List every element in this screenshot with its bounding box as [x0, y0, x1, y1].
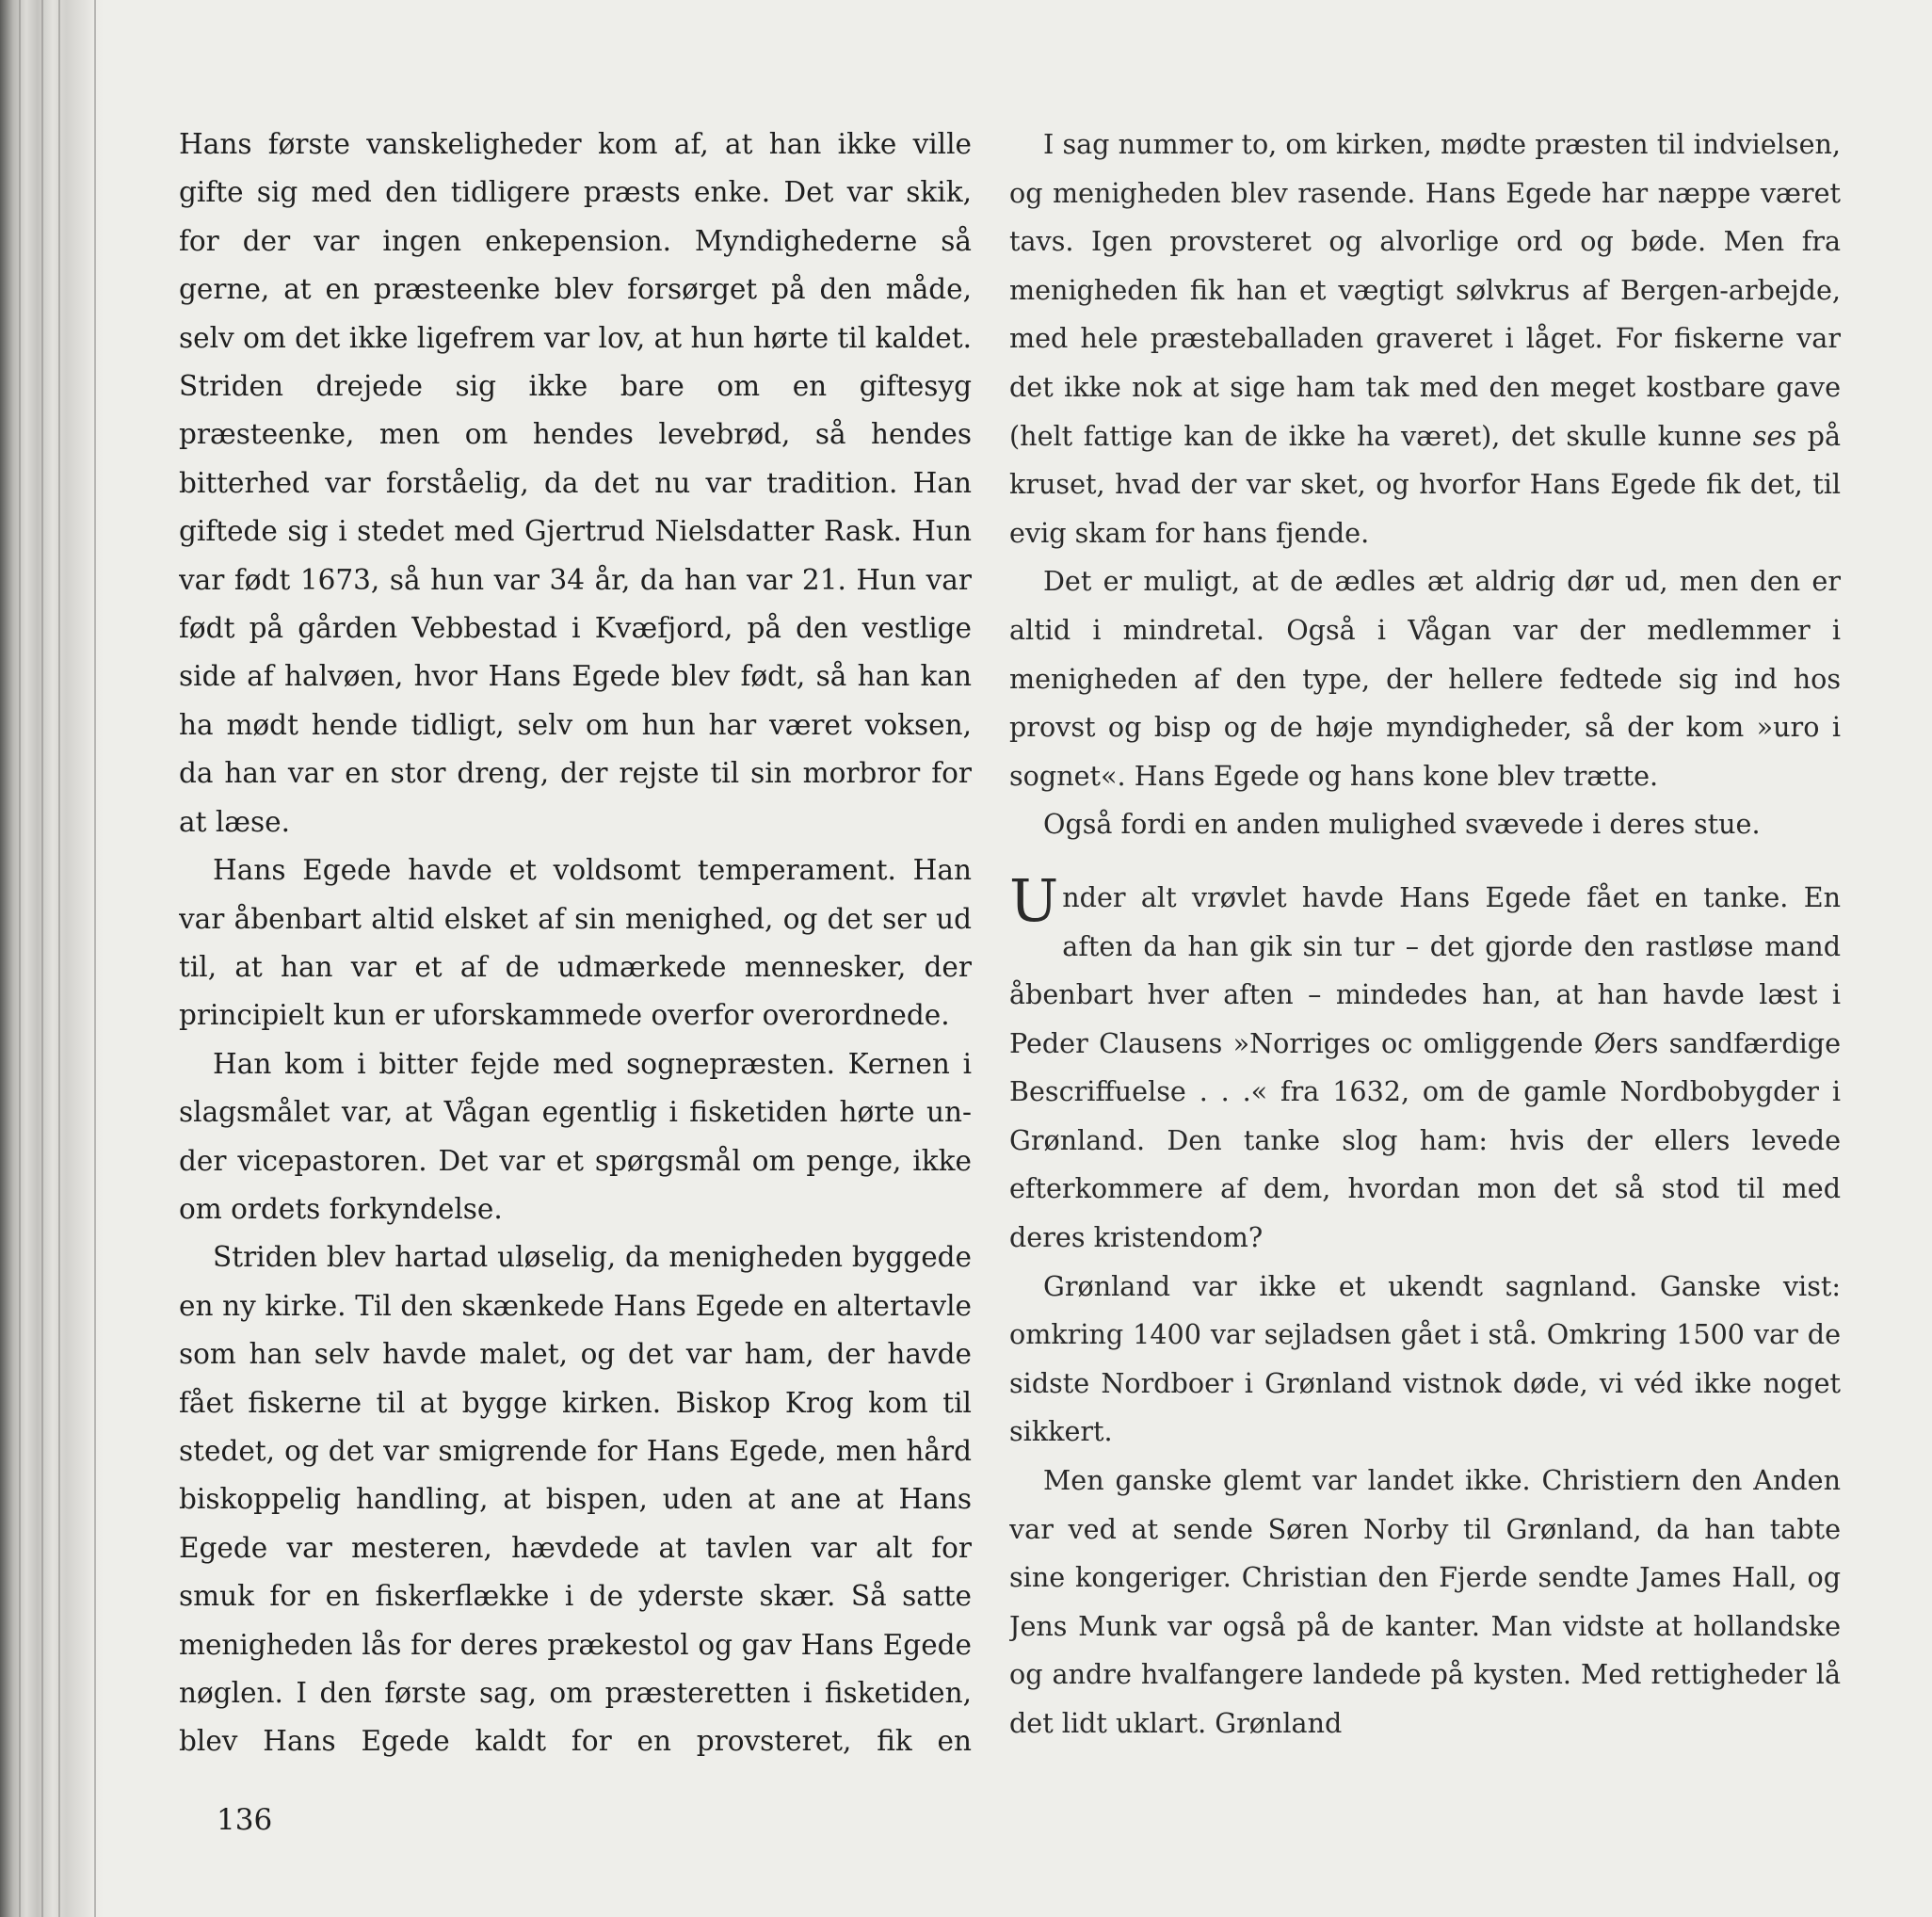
- paragraph: Det er muligt, at de ædles æt aldrig dør ud, men den er altid i mindretal. Også i Vågan var der medlemmer i menigheden af den type, der hellere fedtede sig ind hos provst og bisp og de høje myndigheder, så der kom »uro i sognet«. Hans Egede og hans kone blev trætte.: [1009, 565, 1841, 792]
- section-opening-paragraph: [1009, 865, 1841, 1263]
- page-edge-line: [19, 0, 21, 1917]
- paragraph: Grønland var ikke et ukendt sagnland. Ganske vist: omkring 1400 var sejladsen gået i stå. Omkring 1500 var de sidste Nordboer i Grønland vistnok døde, vi véd ikke noget sikkert.: [1009, 1269, 1841, 1448]
- paragraph-text: på kruset, hvad der var sket, og hvorfor Hans Egede fik det, til evig skam for hans fjende.: [1009, 419, 1841, 549]
- paragraph: Hans Egede havde et voldsomt temperament. Han var åbenbart altid elsket af sin menighed, og det ser ud til, at han var et af de udmærkede mennesker, der principielt kun er uforskammede overfor overordnede.: [179, 854, 972, 1032]
- right-text-column: [1009, 121, 1841, 1759]
- paragraph: Hans første vanskeligheder kom af, at han ikke ville gifte sig med den tidligere præsts enke. Det var skik, for der var ingen enkepension. Myndighederne så gerne, at en præsteenke blev forsørget på den måde, selv om det ikke ligefrem var lov, at hun hørte til kaldet. Striden drejede sig ikke bare om en giftesyg præsteenke, men om hendes levebrød, så hendes bitterhed var forståelig, da det nu var tradition. Han giftede sig i stedet med Gjertrud Nielsdatter Rask. Hun var født 1673, så hun var 34 år, da han var 21. Hun var født på gården Vebbestad i Kvæfjord, på den vestlige side af halvøen, hvor Hans Egede blev født, så han kan ha mødt hende tidligt, selv om hun har været voksen, da han var en stor dreng, der rejste til sin morbror for at læse.: [179, 128, 972, 838]
- page-edge-line: [41, 0, 43, 1917]
- paragraph: Han kom i bitter fejde med sognepræsten. Kernen i slagsmålet var, at Vågan egentlig i fisketiden hørte under vicepastoren. Det var et spørgsmål om penge, ikke om ordets forkyndelse.: [179, 1047, 972, 1225]
- paragraph: [1009, 121, 1841, 557]
- italic-word: ses: [1752, 419, 1797, 452]
- paragraph: Striden blev hartad uløselig, da menigheden byggede en ny kirke. Til den skænkede Hans Egede en altertavle som han selv havde malet, og det var ham, der havde fået fiskerne til at bygge kirken. Biskop Krog kom til stedet, og det var smigrende for Hans Egede, men hård biskoppelig handling, at bispen, uden at ane at Hans Egede var mesteren, hævdede at tavlen var alt for smuk for en fiskerflække i de yderste skær. Så satte menigheden lås for deres prækestol og gav Hans Egede nøglen. I den første sag, om præsteretten i fisketiden, blev Hans Egede kaldt for en provsteret, fik en: [179, 1241, 972, 1758]
- page-edge-line: [58, 0, 60, 1917]
- left-text-column: [179, 121, 972, 1759]
- page-number: 136: [217, 1803, 273, 1837]
- paragraph-text: I sag nummer to, om kirken, mødte præsten til indvielsen, og menigheden blev rasende. Hans Egede har næppe været tavs. Igen provsteret og alvorlige ord og bøde. Men fra menigheden fik han et vægtigt sølvkrus af Bergen-arbejde, med hele præsteballaden graveret i låget. For fiskerne var det ikke nok at sige ham tak med den meget kostbare gave (helt fattige kan de ikke ha været), det skulle kunne: [1009, 128, 1841, 452]
- paragraph: Også fordi en anden mulighed svævede i deres stue.: [1043, 808, 1761, 841]
- drop-cap: U: [1009, 865, 1059, 935]
- book-spine-shadow: [0, 0, 104, 1917]
- paragraph: Men ganske glemt var landet ikke. Christiern den Anden var ved at sende Søren Norby til Grønland, da han tabte sine kongeriger. Christian den Fjerde sendte James Hall, og Jens Munk var også på de kanter. Man vidste at hollandske og andre hvalfangere landede på kysten. Med rettigheder lå det lidt uklart. Grønland: [1009, 1464, 1841, 1739]
- page-edge-line: [94, 0, 96, 1917]
- paragraph-text: nder alt vrøvlet havde Hans Egede fået en tanke. En aften da han gik sin tur – det gjorde den rastløse mand åbenbart hver aften – mindedes han, at han havde læst i Peder Clausens »Norriges oc omliggende Øers sandfærdige Bescriffuelse . . .« fra 1632, om de gamle Nordbobygder i Grønland. Den tanke slog ham: hvis der ellers levede efterkommere af dem, hvordan mon det så stod til med deres kristendom?: [1009, 880, 1841, 1254]
